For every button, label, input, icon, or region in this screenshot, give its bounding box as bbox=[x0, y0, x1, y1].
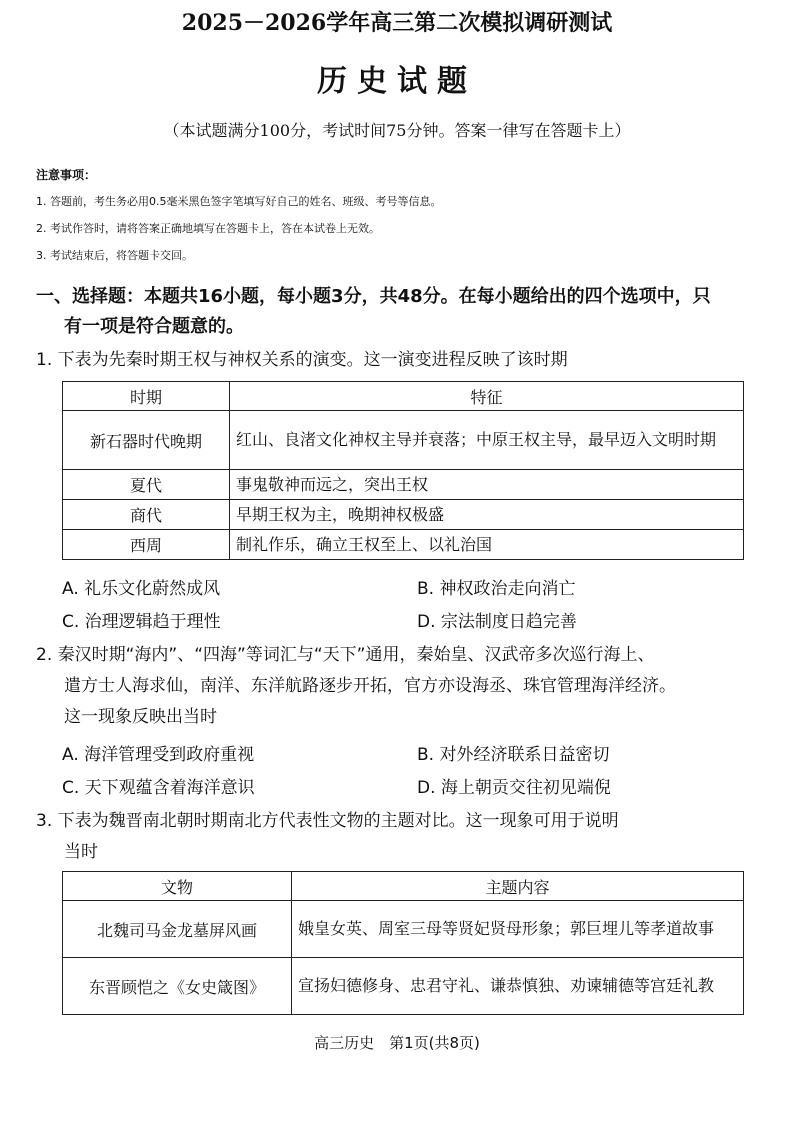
table-cell: 夏代 bbox=[63, 470, 230, 500]
table-header-row bbox=[63, 872, 744, 901]
q3-line-2: 当时 bbox=[64, 842, 98, 862]
table-row bbox=[63, 530, 744, 560]
table-row bbox=[63, 958, 744, 1015]
exam-title: 2025－2026学年高三第二次模拟调研测试 bbox=[181, 10, 613, 36]
table-cell: 新石器时代晚期 bbox=[63, 411, 230, 470]
q1-option-c[interactable]: C. 治理逻辑趋于理性 bbox=[62, 612, 221, 632]
table-cell: 宣扬妇德修身、忠君守礼、谦恭慎独、劝谏辅德等宫廷礼教 bbox=[292, 958, 744, 1015]
q2-option-a[interactable]: A. 海洋管理受到政府重视 bbox=[62, 745, 255, 765]
table-header: 时期 bbox=[63, 382, 230, 411]
q2-option-d[interactable]: D. 海上朝贡交往初见端倪 bbox=[417, 778, 611, 798]
table-row bbox=[63, 500, 744, 530]
question-3-stem bbox=[36, 806, 754, 868]
table-cell: 制礼作乐，确立王权至上、以礼治国 bbox=[230, 530, 744, 560]
q1-option-d[interactable]: D. 宗法制度日趋完善 bbox=[417, 612, 577, 632]
notice-item: 1. 答题前，考生务必用0.5毫米黑色签字笔填写好自己的姓名、班级、考号等信息。 bbox=[36, 195, 442, 208]
question-3-table bbox=[62, 871, 744, 1015]
page-footer: 高三历史 第1页(共8页) bbox=[314, 1034, 480, 1052]
section-line-2: 有一项是符合题意的。 bbox=[64, 316, 244, 337]
table-row bbox=[63, 901, 744, 958]
notice-item: 2. 考试作答时，请将答案正确地填写在答题卡上，答在本试卷上无效。 bbox=[36, 222, 380, 235]
q2-line-3: 这一现象反映出当时 bbox=[64, 707, 217, 727]
table-header-row bbox=[63, 382, 744, 411]
table-cell: 西周 bbox=[63, 530, 230, 560]
q2-option-b[interactable]: B. 对外经济联系日益密切 bbox=[417, 745, 610, 765]
table-row bbox=[63, 470, 744, 500]
q1-option-a[interactable]: A. 礼乐文化蔚然成风 bbox=[62, 579, 221, 599]
question-2-stem bbox=[36, 640, 754, 733]
table-cell: 娥皇女英、周室三母等贤妃贤母形象；郭巨埋儿等孝道故事 bbox=[292, 901, 744, 958]
section-line-1: 一、选择题：本题共16小题，每小题3分，共48分。在每小题给出的四个选项中，只 bbox=[36, 286, 711, 307]
notice-heading: 注意事项： bbox=[36, 168, 97, 182]
table-cell: 商代 bbox=[63, 500, 230, 530]
exam-note: （本试题满分100分，考试时间75分钟。答案一律写在答题卡上） bbox=[163, 121, 631, 140]
q2-line-2: 遣方士人海求仙，南洋、东洋航路逐步开拓，官方亦设海丞、珠官管理海洋经济。 bbox=[64, 676, 676, 696]
notice-item: 3. 考试结束后，将答题卡交回。 bbox=[36, 249, 193, 262]
table-cell: 红山、良渚文化神权主导并衰落；中原王权主导，最早迈入文明时期 bbox=[230, 411, 744, 470]
q1-option-b[interactable]: B. 神权政治走向消亡 bbox=[417, 579, 576, 599]
q3-line-1: 3. 下表为魏晋南北朝时期南北方代表性文物的主题对比。这一现象可用于说明 bbox=[36, 811, 619, 831]
q2-line-1: 2. 秦汉时期“海内”、“四海”等词汇与“天下”通用，秦始皇、汉武帝多次巡行海上、 bbox=[36, 645, 655, 665]
table-cell: 北魏司马金龙墓屏风画 bbox=[63, 901, 292, 958]
section-heading bbox=[36, 282, 756, 342]
subject-title: 历史试题 bbox=[317, 64, 477, 99]
table-header: 主题内容 bbox=[292, 872, 744, 901]
table-cell: 东晋顾恺之《女史箴图》 bbox=[63, 958, 292, 1015]
table-header: 特征 bbox=[230, 382, 744, 411]
table-cell: 早期王权为主，晚期神权极盛 bbox=[230, 500, 744, 530]
table-cell: 事鬼敬神而远之，突出王权 bbox=[230, 470, 744, 500]
question-1-table bbox=[62, 381, 744, 560]
table-header: 文物 bbox=[63, 872, 292, 901]
table-row bbox=[63, 411, 744, 470]
question-1-stem: 1. 下表为先秦时期王权与神权关系的演变。这一演变进程反映了该时期 bbox=[36, 350, 568, 370]
q2-option-c[interactable]: C. 天下观蕴含着海洋意识 bbox=[62, 778, 255, 798]
